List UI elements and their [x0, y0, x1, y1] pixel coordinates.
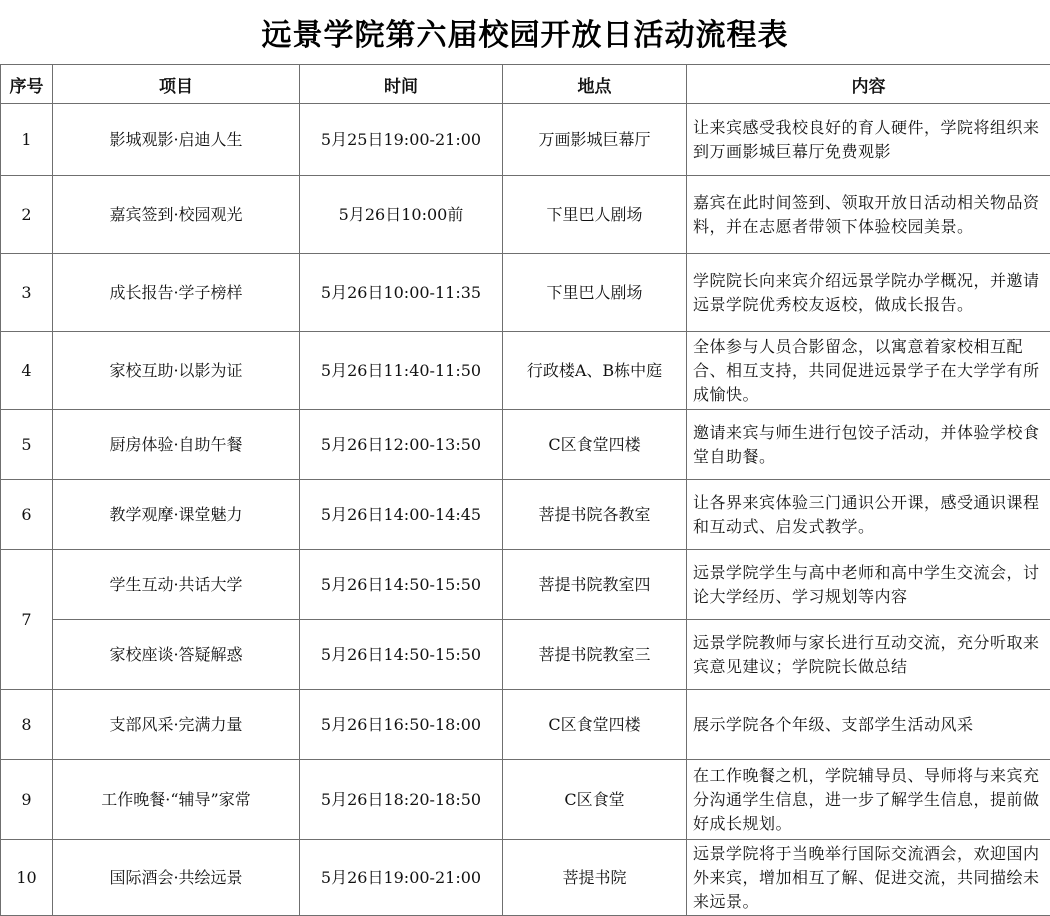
cell-place: 菩提书院教室四: [503, 550, 687, 620]
cell-content: 让各界来宾体验三门通识公开课，感受通识课程和互动式、启发式教学。: [687, 480, 1050, 550]
cell-no: 8: [1, 690, 53, 760]
sheet-title: 远景学院第六届校园开放日活动流程表: [0, 0, 1050, 64]
table-row: [1, 550, 1050, 620]
table-row: [1, 176, 1050, 254]
cell-time: 5月25日19:00-21:00: [300, 104, 503, 176]
cell-content: 展示学院各个年级、支部学生活动风采: [687, 690, 1050, 760]
cell-no: 10: [1, 840, 53, 916]
cell-place: C区食堂四楼: [503, 690, 687, 760]
cell-no: 6: [1, 480, 53, 550]
cell-content: 让来宾感受我校良好的育人硬件，学院将组织来到万画影城巨幕厅免费观影: [687, 104, 1050, 176]
cell-item: 支部风采·完满力量: [53, 690, 300, 760]
cell-place: 下里巴人剧场: [503, 254, 687, 332]
table-row: [1, 332, 1050, 410]
cell-item: 教学观摩·课堂魅力: [53, 480, 300, 550]
cell-time: 5月26日14:50-15:50: [300, 620, 503, 690]
cell-place: 行政楼A、B栋中庭: [503, 332, 687, 410]
cell-time: 5月26日19:00-21:00: [300, 840, 503, 916]
cell-time: 5月26日14:00-14:45: [300, 480, 503, 550]
header-place: 地点: [503, 65, 687, 104]
cell-time: 5月26日10:00-11:35: [300, 254, 503, 332]
schedule-table: [0, 64, 1050, 916]
cell-content: 远景学院将于当晚举行国际交流酒会，欢迎国内外来宾，增加相互了解、促进交流，共同描绘未来远景。: [687, 840, 1050, 916]
cell-item: 家校互助·以影为证: [53, 332, 300, 410]
cell-item: 工作晚餐·“辅导”家常: [53, 760, 300, 840]
cell-no: 3: [1, 254, 53, 332]
cell-item: 厨房体验·自助午餐: [53, 410, 300, 480]
cell-content: 学院院长向来宾介绍远景学院办学概况，并邀请远景学院优秀校友返校，做成长报告。: [687, 254, 1050, 332]
cell-time: 5月26日11:40-11:50: [300, 332, 503, 410]
cell-item: 成长报告·学子榜样: [53, 254, 300, 332]
cell-place: 菩提书院: [503, 840, 687, 916]
cell-content: 在工作晚餐之机，学院辅导员、导师将与来宾充分沟通学生信息，进一步了解学生信息，提前做好成长规划。: [687, 760, 1050, 840]
cell-no: 1: [1, 104, 53, 176]
cell-time: 5月26日10:00前: [300, 176, 503, 254]
header-item: 项目: [53, 65, 300, 104]
cell-content: 嘉宾在此时间签到、领取开放日活动相关物品资料，并在志愿者带领下体验校园美景。: [687, 176, 1050, 254]
header-time: 时间: [300, 65, 503, 104]
cell-content: 邀请来宾与师生进行包饺子活动，并体验学校食堂自助餐。: [687, 410, 1050, 480]
cell-time: 5月26日16:50-18:00: [300, 690, 503, 760]
cell-time: 5月26日12:00-13:50: [300, 410, 503, 480]
cell-place: 菩提书院教室三: [503, 620, 687, 690]
cell-item: 影城观影·启迪人生: [53, 104, 300, 176]
cell-place: 菩提书院各教室: [503, 480, 687, 550]
cell-place: C区食堂四楼: [503, 410, 687, 480]
table-row: [1, 760, 1050, 840]
cell-no: 9: [1, 760, 53, 840]
cell-item: 国际酒会·共绘远景: [53, 840, 300, 916]
cell-place: 万画影城巨幕厅: [503, 104, 687, 176]
cell-item: 家校座谈·答疑解惑: [53, 620, 300, 690]
cell-place: 下里巴人剧场: [503, 176, 687, 254]
table-row: [1, 620, 1050, 690]
cell-content: 远景学院教师与家长进行互动交流，充分听取来宾意见建议；学院院长做总结: [687, 620, 1050, 690]
header-content: 内容: [687, 65, 1050, 104]
header-no: 序号: [1, 65, 53, 104]
cell-no: 5: [1, 410, 53, 480]
header-row: [1, 65, 1050, 104]
table-row: [1, 840, 1050, 916]
cell-place: C区食堂: [503, 760, 687, 840]
cell-no: 7: [1, 550, 53, 690]
cell-time: 5月26日14:50-15:50: [300, 550, 503, 620]
cell-time: 5月26日18:20-18:50: [300, 760, 503, 840]
table-row: [1, 410, 1050, 480]
table-row: [1, 254, 1050, 332]
cell-item: 学生互动·共话大学: [53, 550, 300, 620]
cell-no: 4: [1, 332, 53, 410]
table-row: [1, 690, 1050, 760]
table-row: [1, 480, 1050, 550]
table-row: [1, 104, 1050, 176]
cell-content: 远景学院学生与高中老师和高中学生交流会，讨论大学经历、学习规划等内容: [687, 550, 1050, 620]
cell-content: 全体参与人员合影留念，以寓意着家校相互配合、相互支持，共同促进远景学子在大学学有所成愉快。: [687, 332, 1050, 410]
cell-item: 嘉宾签到·校园观光: [53, 176, 300, 254]
cell-no: 2: [1, 176, 53, 254]
